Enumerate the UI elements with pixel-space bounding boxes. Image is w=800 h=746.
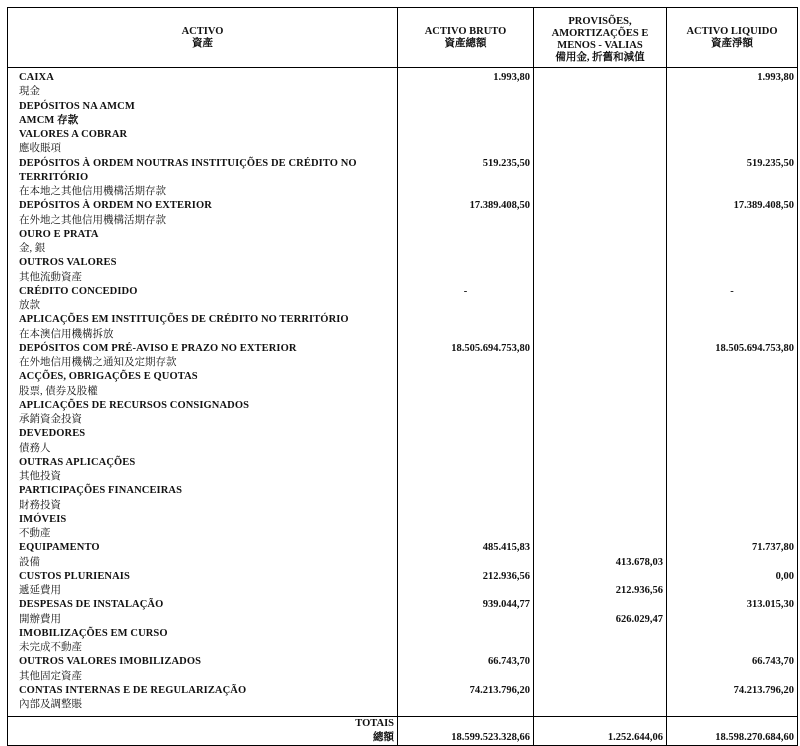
totals-label-cell <box>8 717 398 746</box>
row-label-pt: CAIXA <box>19 72 54 83</box>
liquido-value <box>667 513 797 542</box>
bruto-value <box>398 484 533 513</box>
liquido-value: 74.213.796,20 <box>733 684 794 696</box>
bruto-value: 17.389.408,50 <box>469 200 530 212</box>
row-label-pt: DEPÓSITOS À ORDEM NO EXTERIOR <box>19 200 212 212</box>
header-bruto-pt: ACTIVO BRUTO <box>424 25 507 37</box>
totals-liquido-cell <box>667 717 798 746</box>
row-label-zh: 金, 銀 <box>19 243 46 254</box>
bruto-value <box>398 399 533 428</box>
liquido-value <box>667 370 797 399</box>
row-label-zh: 未完成不動產 <box>19 642 82 653</box>
row-label-zh: 在外地之其他信用機構活期存款 <box>19 214 166 226</box>
row-label-zh: 其他投資 <box>19 471 61 482</box>
row-label-pt: DEVEDORES <box>19 428 86 440</box>
row-label-zh: 在本澳信用機構拆放 <box>19 328 114 340</box>
row-label-zh: 放款 <box>19 300 40 311</box>
bruto-value <box>398 228 533 257</box>
totals-liquido: 18.598.270.684,60 <box>715 732 794 744</box>
prov-spacer <box>534 71 666 556</box>
row-label-zh: 設備 <box>19 556 40 568</box>
liquido-column <box>667 68 798 717</box>
row-label-zh: 開辦費用 <box>19 613 61 625</box>
liquido-value: 0,00 <box>775 570 794 582</box>
liquido-value <box>667 456 797 485</box>
row-label-zh: 內部及調整賬 <box>19 699 82 710</box>
bruto-column <box>398 68 534 717</box>
totals-row <box>8 717 798 746</box>
bruto-value: 1.993,80 <box>493 72 530 83</box>
bruto-value: - <box>463 285 468 297</box>
row-label-pt: VALORES A COBRAR <box>19 129 128 140</box>
row-label-pt-cont: TERRITÓRIO <box>19 171 89 183</box>
row-label-pt: PARTICIPAÇÕES FINANCEIRAS <box>19 485 183 497</box>
bruto-value <box>398 627 533 656</box>
bruto-value <box>398 370 533 399</box>
totals-label: TOTAIS <box>355 718 394 730</box>
header-provisoes <box>534 8 667 68</box>
liquido-value: 66.743,70 <box>752 656 794 668</box>
row-label-zh: 在本地之其他信用機構活期存款 <box>19 186 166 197</box>
header-prov-line1: PROVISÕES, <box>568 16 632 27</box>
row-label-zh: 債務人 <box>19 442 51 454</box>
bruto-value: 519.235,50 <box>482 157 530 169</box>
bruto-value: 66.743,70 <box>488 656 530 668</box>
totals-prov: 1.252.644,06 <box>607 732 663 744</box>
liquido-value <box>667 484 797 513</box>
row-label-pt: CONTAS INTERNAS E DE REGULARIZAÇÃO <box>19 684 247 696</box>
bruto-value <box>398 513 533 542</box>
header-bruto-zh: 資產總額 <box>444 37 487 49</box>
row-label-zh: 遞延費用 <box>19 585 61 596</box>
balance-sheet-table <box>7 7 798 746</box>
header-activo-zh: 資產 <box>192 37 213 49</box>
header-prov-line3: MENOS - VALIAS <box>557 40 643 51</box>
totals-label-zh: 總額 <box>373 732 394 744</box>
row-label-pt: CRÉDITO CONCEDIDO <box>19 285 138 297</box>
bruto-value: 212.936,56 <box>482 570 530 582</box>
liquido-value: 71.737,80 <box>752 542 794 554</box>
row-label-pt: DEPÓSITOS NA AMCM <box>19 100 135 112</box>
row-label-pt: OURO E PRATA <box>19 228 99 240</box>
bruto-value: 74.213.796,20 <box>469 684 530 696</box>
row-label-pt: DEPÓSITOS COM PRÉ-AVISO E PRAZO NO EXTERIOR <box>19 342 297 354</box>
header-liquido <box>667 8 798 68</box>
liquido-value <box>667 313 797 342</box>
row-label-zh: 其他流動資產 <box>19 271 82 283</box>
row-label-pt: IMOBILIZAÇÕES EM CURSO <box>19 627 168 639</box>
prov-value: 413.678,03 <box>615 556 663 568</box>
row-label-zh: 現金 <box>19 86 40 98</box>
liquido-value: 519.235,50 <box>746 157 794 169</box>
row-label-pt: ACÇÕES, OBRIGAÇÕES E QUOTAS <box>19 371 198 383</box>
totals-bruto: 18.599.523.328,66 <box>451 732 530 744</box>
liquido-value: 313.015,30 <box>746 599 794 611</box>
liquido-value: 1.993,80 <box>757 72 794 83</box>
bruto-value <box>398 313 533 342</box>
body-row <box>8 68 798 717</box>
prov-value: 626.029,47 <box>615 613 663 625</box>
row-label-pt: IMÓVEIS <box>19 513 67 525</box>
bruto-value <box>398 456 533 485</box>
liquido-value: - <box>730 285 734 297</box>
bruto-value: 18.505.694.753,80 <box>451 342 530 354</box>
labels-column <box>8 68 398 717</box>
row-label-pt: OUTRAS APLICAÇÕES <box>19 456 136 468</box>
row-label-zh: 承銷資金投資 <box>19 414 82 425</box>
header-prov-zh: 備用金, 折舊和減值 <box>555 52 645 63</box>
header-activo-pt: ACTIVO <box>181 25 224 37</box>
row-label-pt: APLICAÇÕES EM INSTITUIÇÕES DE CRÉDITO NO TERRITÓRIO <box>19 314 349 326</box>
row-label-pt: CUSTOS PLURIENAIS <box>19 570 130 582</box>
totals-prov-cell <box>534 717 667 746</box>
row-label-pt: DEPÓSITOS À ORDEM NOUTRAS INSTITUIÇÕES DE CRÉDITO NO <box>19 157 357 169</box>
liquido-value <box>667 427 797 456</box>
liquido-value <box>667 399 797 428</box>
row-label-pt: OUTROS VALORES <box>19 257 117 269</box>
row-label-pt: DESPESAS DE INSTALAÇÃO <box>19 599 164 611</box>
bruto-spacer <box>398 100 533 157</box>
header-prov-line2: AMORTIZAÇÕES E <box>551 28 649 39</box>
liquido-value <box>667 228 797 257</box>
prov-value: 212.936,56 <box>615 585 663 596</box>
liquido-value: 17.389.408,50 <box>733 200 794 212</box>
bruto-value <box>398 256 533 285</box>
liquido-value <box>667 256 797 285</box>
row-label-zh: 其他固定資產 <box>19 670 82 682</box>
header-row <box>8 8 798 68</box>
row-label-pt: AMCM 存款 <box>19 114 79 126</box>
row-label-pt: EQUIPAMENTO <box>19 542 100 554</box>
totals-bruto-cell <box>398 717 534 746</box>
row-label-zh: 在外地信用機構之通知及定期存款 <box>19 357 177 368</box>
row-label-zh: 股票, 債券及股權 <box>19 385 98 397</box>
header-bruto <box>398 8 534 68</box>
liquido-spacer <box>667 100 797 157</box>
bruto-value: 939.044,77 <box>482 599 530 611</box>
row-label-zh: 不動產 <box>19 528 51 539</box>
liquido-value <box>667 627 797 656</box>
header-liquido-pt: ACTIVO LIQUIDO <box>686 25 778 37</box>
provisoes-column <box>534 68 667 717</box>
row-label-zh: 財務投資 <box>19 499 61 511</box>
bruto-value: 485.415,83 <box>482 542 530 554</box>
header-liquido-zh: 資產淨額 <box>711 37 753 49</box>
row-label-pt: OUTROS VALORES IMOBILIZADOS <box>19 656 202 668</box>
bruto-value <box>398 427 533 456</box>
liquido-value: 18.505.694.753,80 <box>715 342 794 354</box>
row-label-zh: 應收賬項 <box>19 143 61 155</box>
header-activo <box>8 8 398 68</box>
row-label-pt: APLICAÇÕES DE RECURSOS CONSIGNADOS <box>19 399 250 411</box>
